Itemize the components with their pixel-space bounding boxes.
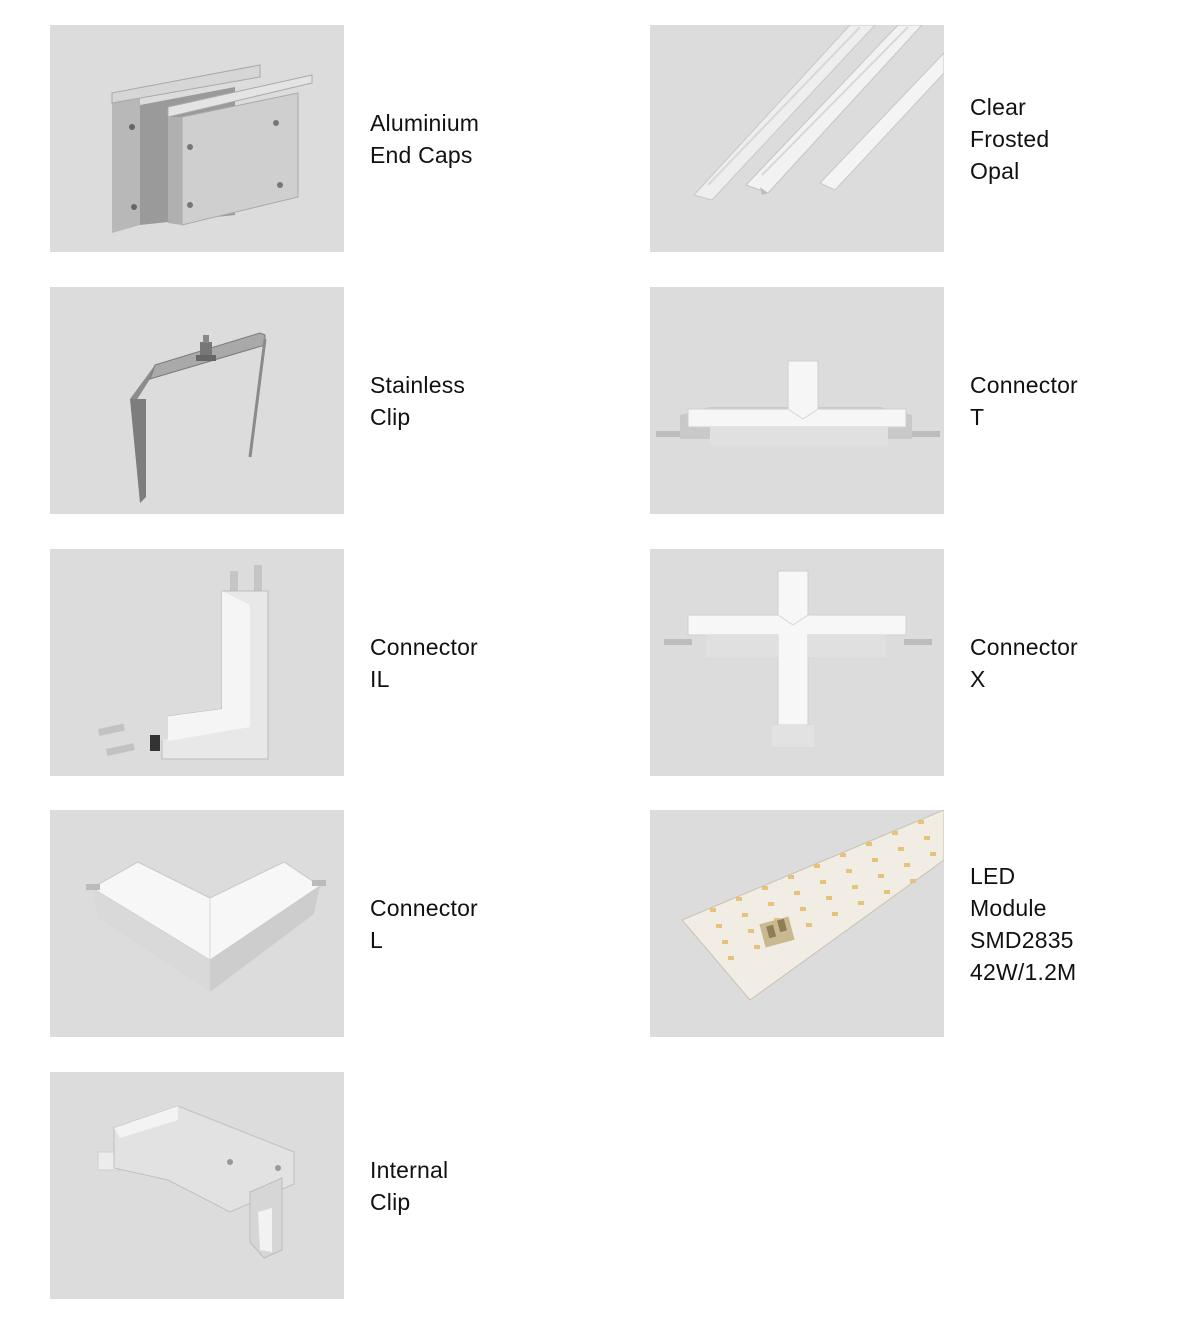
item-label-line: Opal (970, 157, 1020, 184)
led-chip (846, 869, 852, 873)
item-label (370, 549, 478, 776)
item-label (970, 287, 1078, 514)
led-chip (904, 863, 910, 867)
stainless-clip-image (50, 287, 344, 514)
led-chip (748, 929, 754, 933)
led-chip (878, 874, 884, 878)
item-label (970, 810, 1076, 1037)
led-chip (872, 858, 878, 862)
led-chip (742, 913, 748, 917)
led-chip (918, 820, 924, 824)
led-chip (858, 901, 864, 905)
item-label-line: Connector T (970, 371, 1078, 430)
led-chip (924, 836, 930, 840)
item-label-line: LED Module (970, 862, 1047, 921)
led-chip (722, 940, 728, 944)
aluminium-end-caps-image (50, 25, 344, 252)
item-label (370, 1072, 448, 1299)
led-chip (814, 864, 820, 868)
led-chip (728, 956, 734, 960)
led-chip (768, 902, 774, 906)
item-label-line: Clear (970, 93, 1026, 120)
led-chip (866, 842, 872, 846)
led-chip (910, 879, 916, 883)
led-chip (762, 886, 768, 890)
led-chip (892, 831, 898, 835)
led-chip (800, 907, 806, 911)
led-chip (852, 885, 858, 889)
item-label-line: 42W/1.2M (970, 958, 1077, 985)
led-module-image (650, 810, 944, 1037)
led-chip (840, 853, 846, 857)
item-label-line: Frosted (970, 125, 1050, 152)
item-label (370, 810, 478, 1037)
item-label-line: SMD2835 (970, 926, 1074, 953)
connector-x-image (650, 549, 944, 776)
item-label (970, 25, 1049, 252)
led-chip (826, 896, 832, 900)
connector-t-image (650, 287, 944, 514)
item-label (370, 25, 479, 252)
item-label-line: Connector IL (370, 633, 478, 692)
item-label-line: Internal Clip (370, 1156, 449, 1215)
led-chip (736, 897, 742, 901)
led-chip (884, 890, 890, 894)
led-chip (806, 923, 812, 927)
connector-l-image (50, 810, 344, 1037)
item-label-line: Connector X (970, 633, 1078, 692)
diffuser-covers-image (650, 25, 944, 252)
item-label-line: Connector L (370, 894, 478, 953)
led-chip (754, 945, 760, 949)
item-label (970, 549, 1078, 776)
led-chip (794, 891, 800, 895)
led-chip (710, 908, 716, 912)
item-label-line: End Caps (370, 141, 473, 168)
item-label (370, 287, 465, 514)
item-label-line: Stainless Clip (370, 371, 466, 430)
internal-clip-image (50, 1072, 344, 1299)
led-chip (788, 875, 794, 879)
led-chip (898, 847, 904, 851)
led-chip (716, 924, 722, 928)
led-chip (832, 912, 838, 916)
led-chip (820, 880, 826, 884)
item-label-line: Aluminium (370, 109, 480, 136)
connector-il-image (50, 549, 344, 776)
led-chip (930, 852, 936, 856)
